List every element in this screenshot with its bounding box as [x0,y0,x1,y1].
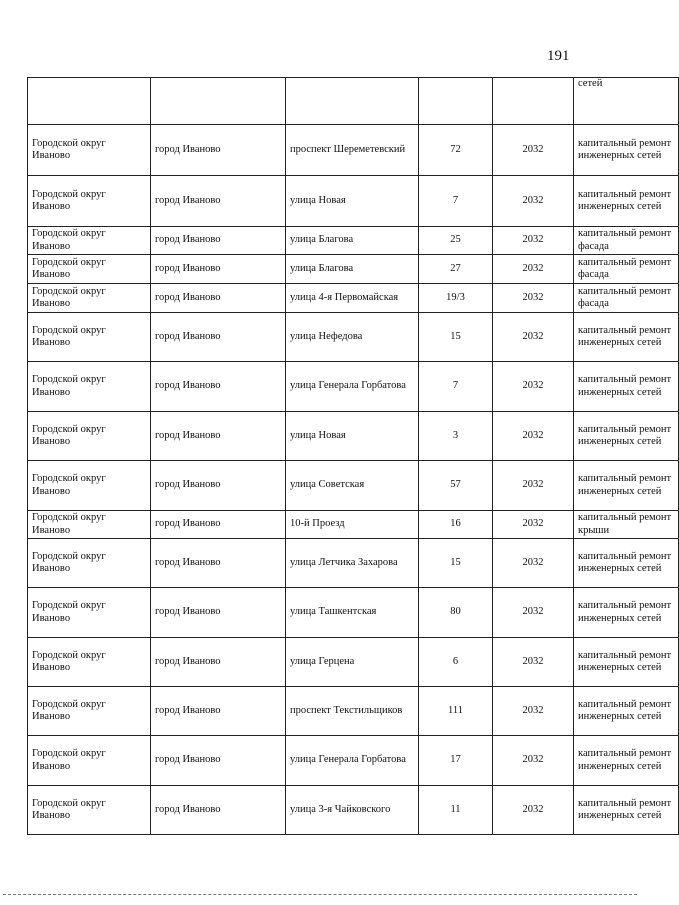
table-row [28,227,679,255]
cell-year: 2032 [493,362,574,412]
cell-district: Городской округ Иваново [28,176,151,227]
cell-work: капитальный ремонт инженерных сетей [574,588,679,638]
cell-district: Городской округ Иваново [28,227,151,255]
cell-district: Городской округ Иваново [28,284,151,313]
table-row [28,638,679,687]
cell-street: улица Благова [286,227,419,255]
table-row [28,736,679,786]
cell-street: проспект Шереметевский [286,125,419,176]
cell-work: капитальный ремонт инженерных сетей [574,412,679,461]
cell-work: капитальный ремонт инженерных сетей [574,362,679,412]
cell-district [28,78,151,125]
table-row [28,588,679,638]
cell-work: капитальный ремонт инженерных сетей [574,786,679,835]
cell-street: улица Ташкентская [286,588,419,638]
cell-street: 10-й Проезд [286,511,419,539]
bottom-rule [3,894,637,895]
cell-house: 17 [419,736,493,786]
cell-city: город Иваново [151,511,286,539]
cell-district: Городской округ Иваново [28,786,151,835]
table-row [28,255,679,284]
cell-work: капитальный ремонт инженерных сетей [574,638,679,687]
table-row [28,176,679,227]
cell-city: город Иваново [151,284,286,313]
page-number: 191 [547,48,570,64]
cell-house: 6 [419,638,493,687]
cell-year: 2032 [493,736,574,786]
cell-city: город Иваново [151,539,286,588]
cell-house: 111 [419,687,493,736]
cell-street: улица 3-я Чайковского [286,786,419,835]
cell-street: улица 4-я Первомайская [286,284,419,313]
cell-house: 27 [419,255,493,284]
cell-district: Городской округ Иваново [28,736,151,786]
cell-house: 72 [419,125,493,176]
table-body [28,78,679,835]
cell-year: 2032 [493,255,574,284]
cell-district: Городской округ Иваново [28,461,151,511]
cell-work: сетей [574,78,679,125]
cell-year: 2032 [493,588,574,638]
cell-house: 16 [419,511,493,539]
cell-work: капитальный ремонт инженерных сетей [574,125,679,176]
cell-district: Городской округ Иваново [28,412,151,461]
cell-house: 3 [419,412,493,461]
cell-district: Городской округ Иваново [28,511,151,539]
cell-house: 57 [419,461,493,511]
table-row [28,362,679,412]
cell-city: город Иваново [151,313,286,362]
cell-district: Городской округ Иваново [28,638,151,687]
cell-house: 19/3 [419,284,493,313]
cell-district: Городской округ Иваново [28,539,151,588]
cell-street: улица Герцена [286,638,419,687]
cell-year: 2032 [493,786,574,835]
cell-street: улица Новая [286,412,419,461]
cell-work: капитальный ремонт инженерных сетей [574,736,679,786]
cell-house: 80 [419,588,493,638]
table-row [28,539,679,588]
cell-house: 15 [419,539,493,588]
housing-repair-table [27,77,679,835]
table-row [28,412,679,461]
table-row [28,313,679,362]
cell-year: 2032 [493,176,574,227]
cell-city: город Иваново [151,588,286,638]
cell-city: город Иваново [151,362,286,412]
cell-year: 2032 [493,539,574,588]
cell-street: улица Генерала Горбатова [286,736,419,786]
cell-street: улица Новая [286,176,419,227]
cell-work: капитальный ремонт фасада [574,227,679,255]
cell-work: капитальный ремонт инженерных сетей [574,461,679,511]
cell-district: Городской округ Иваново [28,588,151,638]
cell-city: город Иваново [151,786,286,835]
cell-district: Городской округ Иваново [28,255,151,284]
cell-city: город Иваново [151,125,286,176]
cell-district: Городской округ Иваново [28,687,151,736]
cell-work: капитальный ремонт инженерных сетей [574,313,679,362]
cell-year: 2032 [493,687,574,736]
table-row [28,786,679,835]
cell-city: город Иваново [151,638,286,687]
cell-year: 2032 [493,227,574,255]
cell-street: улица Нефедова [286,313,419,362]
table-row-carryover [28,78,679,125]
cell-street: улица Летчика Захарова [286,539,419,588]
cell-house: 15 [419,313,493,362]
cell-work: капитальный ремонт крыши [574,511,679,539]
cell-work: капитальный ремонт фасада [574,255,679,284]
cell-city: город Иваново [151,176,286,227]
cell-work: капитальный ремонт инженерных сетей [574,176,679,227]
cell-work: капитальный ремонт фасада [574,284,679,313]
table-row [28,687,679,736]
cell-house: 25 [419,227,493,255]
table-row [28,284,679,313]
cell-year: 2032 [493,284,574,313]
cell-street: улица Благова [286,255,419,284]
table-row [28,511,679,539]
cell-house [419,78,493,125]
cell-city: город Иваново [151,227,286,255]
cell-city: город Иваново [151,461,286,511]
cell-work: капитальный ремонт инженерных сетей [574,687,679,736]
table-row [28,461,679,511]
cell-year: 2032 [493,461,574,511]
cell-district: Городской округ Иваново [28,313,151,362]
cell-house: 7 [419,362,493,412]
cell-street: улица Генерала Горбатова [286,362,419,412]
cell-city: город Иваново [151,687,286,736]
cell-district: Городской округ Иваново [28,362,151,412]
table-row [28,125,679,176]
cell-year: 2032 [493,412,574,461]
cell-district: Городской округ Иваново [28,125,151,176]
cell-year [493,78,574,125]
cell-work: капитальный ремонт инженерных сетей [574,539,679,588]
cell-street [286,78,419,125]
cell-city: город Иваново [151,736,286,786]
cell-city [151,78,286,125]
cell-year: 2032 [493,125,574,176]
cell-year: 2032 [493,638,574,687]
cell-city: город Иваново [151,255,286,284]
cell-house: 7 [419,176,493,227]
cell-year: 2032 [493,511,574,539]
cell-city: город Иваново [151,412,286,461]
cell-house: 11 [419,786,493,835]
cell-street: улица Советская [286,461,419,511]
cell-street: проспект Текстильщиков [286,687,419,736]
cell-year: 2032 [493,313,574,362]
